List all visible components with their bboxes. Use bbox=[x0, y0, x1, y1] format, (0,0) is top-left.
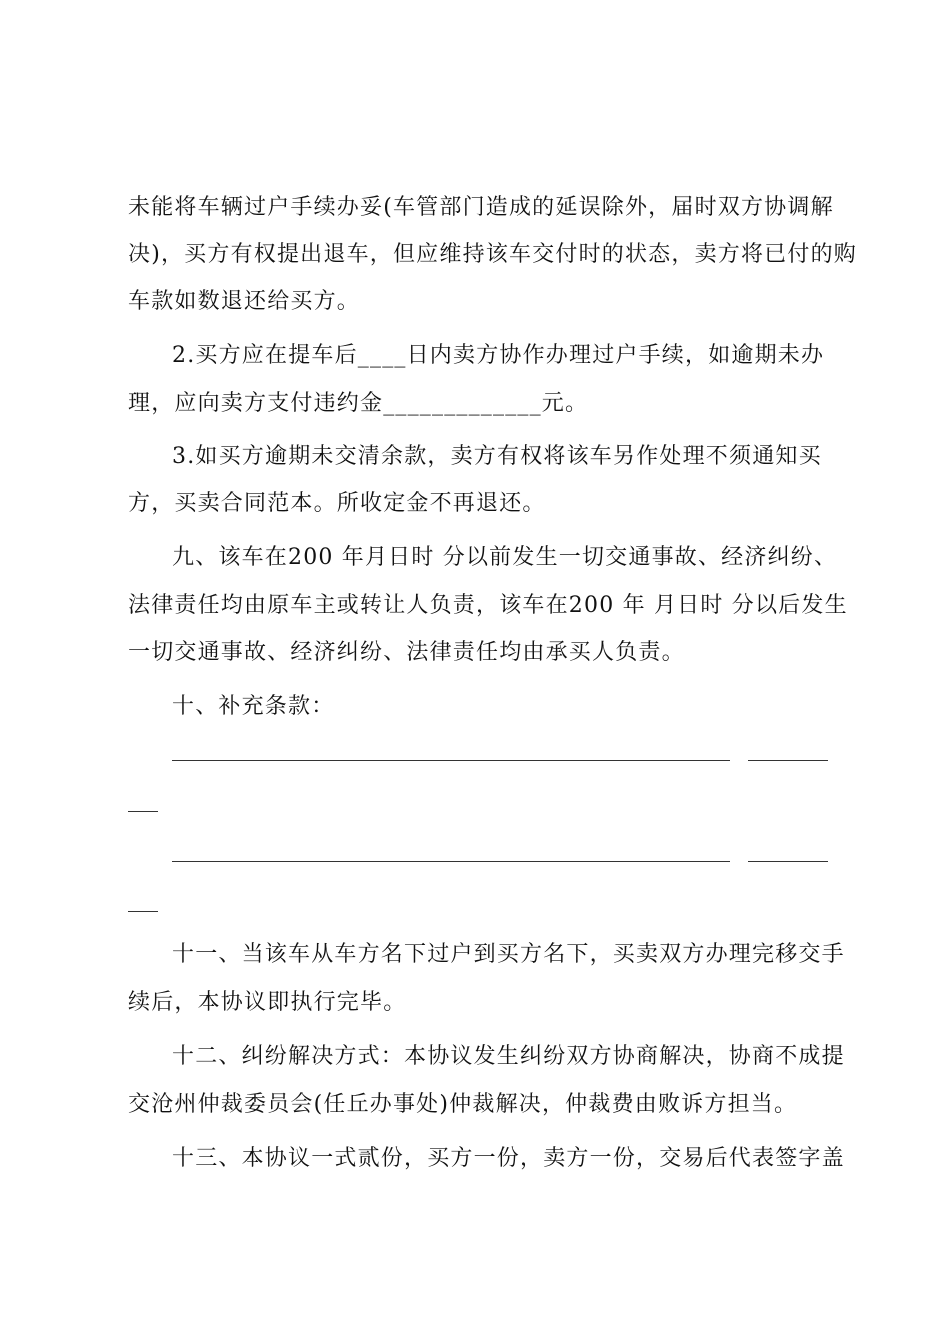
text-line-11: 十、补充条款： bbox=[172, 694, 335, 719]
blank-rule-2b bbox=[748, 861, 828, 862]
text-line-12: 十一、当该车从车方名下过户到买方名下，买卖双方办理完移交手 bbox=[172, 942, 845, 967]
text-line-1: 未能将车辆过户手续办妥(车管部门造成的延误除外，届时双方协调解 bbox=[128, 195, 834, 220]
text-line-9: 法律责任均由原车主或转让人负责，该车在200 年 月日时 分以后发生 bbox=[128, 593, 848, 618]
text-line-7: 方，买卖合同范本。所收定金不再退还。 bbox=[128, 491, 546, 516]
text-line-6: 3.如买方逾期未交清余款，卖方有权将该车另作处理不须通知买 bbox=[172, 444, 822, 469]
blank-rule-2a bbox=[172, 861, 730, 862]
text-line-16: 十三、本协议一式贰份，买方一份，卖方一份，交易后代表签字盖 bbox=[172, 1146, 845, 1171]
blank-rule-1a bbox=[172, 760, 730, 761]
text-line-10: 一切交通事故、经济纠纷、法律责任均由承买人负责。 bbox=[128, 640, 685, 665]
text-line-3: 车款如数退还给买方。 bbox=[128, 289, 361, 314]
blank-rule-1c bbox=[128, 811, 158, 812]
text-line-2: 决)，买方有权提出退车，但应维持该车交付时的状态，卖方将已付的购 bbox=[128, 242, 857, 267]
text-line-13: 续后，本协议即执行完毕。 bbox=[128, 990, 407, 1015]
text-line-15: 交沧州仲裁委员会(任丘办事处)仲裁解决，仲裁费由败诉方担当。 bbox=[128, 1092, 798, 1117]
text-line-8: 九、该车在200 年月日时 分以前发生一切交通事故、经济纠纷、 bbox=[172, 545, 838, 570]
blank-rule-2c bbox=[128, 911, 158, 912]
text-line-14: 十二、纠纷解决方式：本协议发生纠纷双方协商解决，协商不成提 bbox=[172, 1044, 845, 1069]
text-line-5: 理，应向卖方支付违约金_____________元。 bbox=[128, 391, 589, 416]
blank-rule-1b bbox=[748, 760, 828, 761]
text-line-4: 2.买方应在提车后____日内卖方协作办理过户手续，如逾期未办 bbox=[172, 343, 825, 368]
